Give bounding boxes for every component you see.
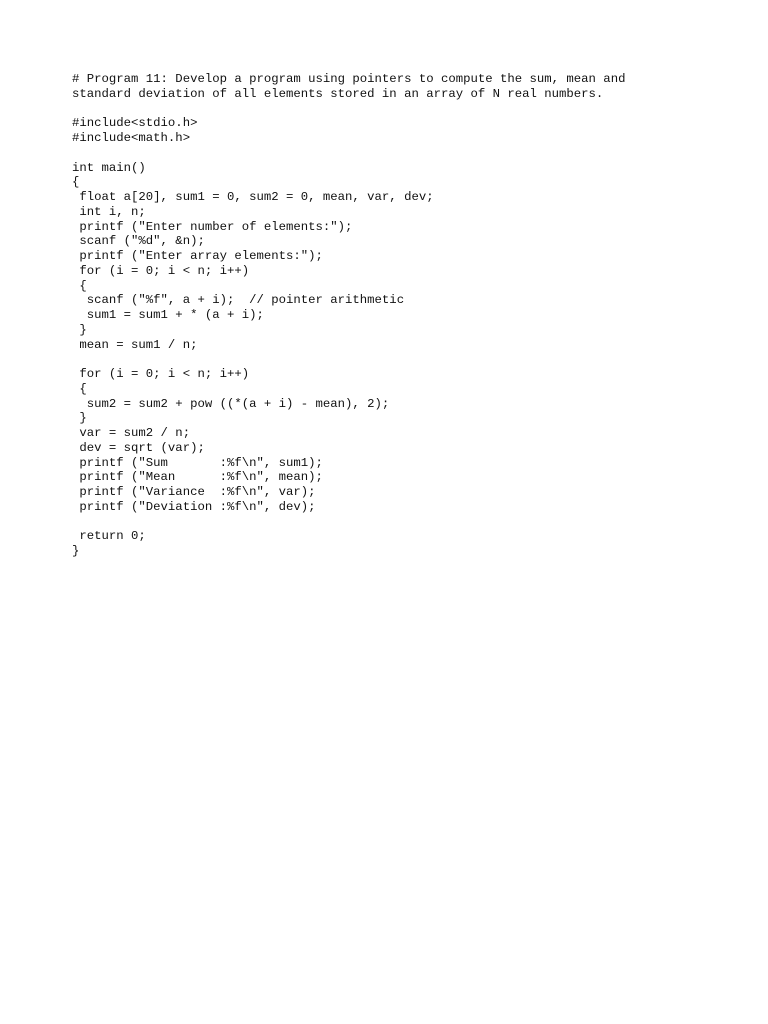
- code-line: dev = sqrt (var);: [72, 440, 205, 455]
- code-line: mean = sum1 / n;: [72, 337, 198, 352]
- program-title-line-2: standard deviation of all elements stored in an array of N real numbers.: [72, 86, 604, 101]
- code-line: for (i = 0; i < n; i++): [72, 367, 250, 381]
- code-line: printf ("Enter array elements:");: [72, 249, 323, 263]
- code-line: var = sum2 / n;: [72, 426, 191, 440]
- code-line: int main(): [72, 160, 146, 175]
- code-line: int i, n;: [72, 204, 146, 219]
- code-line: printf ("Variance :%f\n", var);: [72, 485, 316, 499]
- code-line: }: [72, 544, 80, 558]
- code-line: printf ("Enter number of elements:");: [72, 219, 353, 234]
- code-listing: [72, 72, 732, 559]
- include-stdio-line: #include<stdio.h>: [72, 116, 198, 131]
- code-line: printf ("Sum :%f\n", sum1);: [72, 455, 323, 470]
- code-line: {: [72, 175, 80, 190]
- include-math-line: #include<math.h>: [72, 131, 191, 145]
- code-line: printf ("Deviation :%f\n", dev);: [72, 499, 316, 514]
- code-line: }: [72, 322, 87, 337]
- code-line: scanf ("%d", &n);: [72, 234, 205, 249]
- blank-line: [72, 352, 732, 367]
- program-title-line-1: # Program 11: Develop a program using pointers to compute the sum, mean and: [72, 72, 626, 86]
- code-line: return 0;: [72, 529, 146, 544]
- code-line: printf ("Mean :%f\n", mean);: [72, 470, 323, 485]
- code-line: {: [72, 278, 87, 293]
- blank-line: [72, 102, 732, 117]
- code-line: float a[20], sum1 = 0, sum2 = 0, mean, var, dev;: [72, 190, 434, 204]
- code-line: {: [72, 381, 87, 396]
- code-line: }: [72, 411, 87, 426]
- blank-line: [72, 515, 732, 530]
- code-line: sum1 = sum1 + * (a + i);: [72, 308, 264, 322]
- code-line: for (i = 0; i < n; i++): [72, 263, 250, 278]
- blank-line: [72, 146, 732, 161]
- code-line: sum2 = sum2 + pow ((*(a + i) - mean), 2);: [72, 396, 390, 411]
- code-line: scanf ("%f", a + i); // pointer arithmetic: [72, 293, 405, 308]
